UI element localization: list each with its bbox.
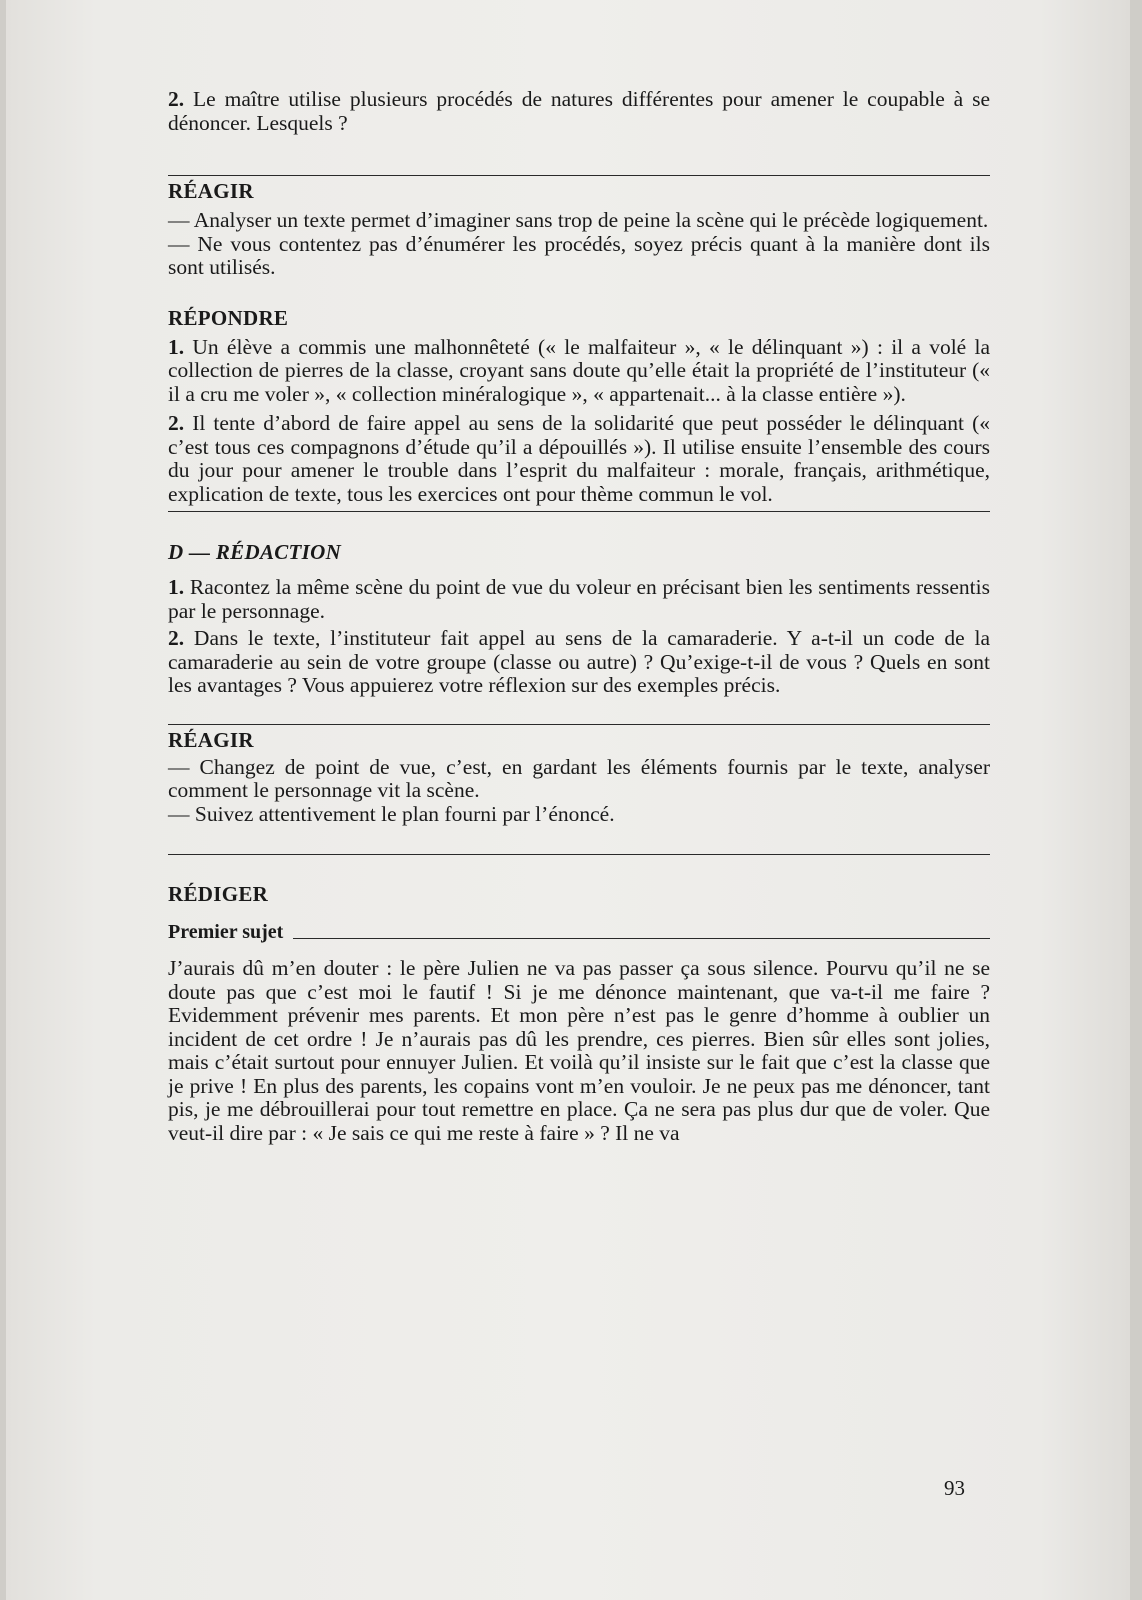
- question-2-text: Le maître utilise plusieurs procédés de natures différentes pour amener le coupable à se dénoncer. Lesquels ?: [168, 87, 991, 135]
- redaction-item-1-number: 1.: [168, 575, 185, 599]
- subtitle-rule: [293, 938, 990, 939]
- repondre-heading: RÉPONDRE: [168, 305, 289, 330]
- repondre-item-2: [168, 412, 990, 506]
- reagir-line-1: — Analyser un texte permet d’imaginer sans trop de peine la scène qui le précède logiquement.: [168, 208, 989, 232]
- divider-rule: [168, 854, 990, 855]
- rediger-text: J’aurais dû m’en douter : le père Julien ne va pas passer ça sous silence. Pourvu qu’il ne se doute pas que c’est moi le fautif ! Si je me dénonce maintenant, que va-t-il me faire ? Evidemment prévenir mes parents. Et mon père n’est pas le genre d’homme à oublier un incident de cet ordre ! Je n’aurais pas dû les prendre, ces pierres. Bien sûr elles sont jolies, mais c’était surtout pour ennuyer Julien. Et voilà qu’il insiste sur le fait que c’est la classe que je prive ! En plus des parents, les copains vont m’en vouloir. Je ne peux pas me dénoncer, tant pis, je me débrouillerai pour tout remettre en place. Ça ne sera pas plus dur que de voler. Que veut-il dire par : « Je sais ce qui me reste à faire » ? Il ne va: [168, 956, 990, 1145]
- rediger-heading: RÉDIGER: [168, 882, 269, 906]
- divider-rule: [168, 511, 990, 512]
- repondre-item-1: [168, 336, 990, 407]
- book-page: [6, 0, 1130, 1600]
- reagir-2-line-2: — Suivez attentivement le plan fourni par l’énoncé.: [168, 801, 615, 826]
- redaction-heading: D — RÉDACTION: [168, 540, 342, 564]
- reagir-2-line-1: — Changez de point de vue, c’est, en gardant les éléments fournis par le texte, analyser comment le personnage vit la scène.: [168, 754, 990, 802]
- reagir-heading-2: RÉAGIR: [168, 727, 254, 752]
- divider-rule: [168, 724, 990, 725]
- repondre-item-2-text: Il tente d’abord de faire appel au sens de la solidarité que peut posséder le délinquant (« c’est tous ces compagnons d’étude qu’il a dépouillés »). Il utilise ensuite l’ensemble des cours du jour pour amener le trouble dans l’esprit du malfaiteur : morale, français, arithmétique, explication de texte, tous les exercices ont pour thème commun le vol.: [168, 411, 990, 506]
- redaction-item-1-text: Racontez la même scène du point de vue du voleur en précisant bien les sentiments ressentis par le personnage.: [168, 575, 990, 623]
- redaction-item-1: [168, 576, 990, 623]
- repondre-item-1-text: Un élève a commis une malhonnêteté (« le malfaiteur », « le délinquant ») : il a volé la collection de pierres de la classe, croyant sans doute qu’elle était la propriété de l’instituteur (« il a cru me voler », « collection minéralogique », « appartenait... à la classe entière »).: [168, 334, 990, 406]
- divider-rule: [168, 175, 990, 176]
- redaction-item-2-text: Dans le texte, l’instituteur fait appel au sens de la camaraderie. Y a-t-il un code de la camaraderie au sein de votre groupe (classe ou autre) ? Qu’exige-t-il de vous ? Quels en sont les avantages ? Vous appuierez votre réflexion sur des exemples précis.: [168, 626, 991, 697]
- reagir-line-2: — Ne vous contentez pas d’énumérer les procédés, soyez précis quant à la manière dont ils sont utilisés.: [168, 231, 990, 279]
- page-number: 93: [944, 1476, 965, 1500]
- repondre-item-2-number: 2.: [168, 411, 185, 435]
- redaction-item-2-number: 2.: [168, 626, 185, 650]
- repondre-item-1-number: 1.: [168, 334, 185, 359]
- question-2-number: 2.: [168, 87, 185, 111]
- subtitle-row: [168, 920, 990, 944]
- reagir-heading: RÉAGIR: [168, 179, 254, 203]
- page-content: [168, 88, 990, 1145]
- question-2: [168, 88, 990, 135]
- redaction-item-2: [168, 627, 990, 698]
- premier-sujet-subtitle: Premier sujet: [168, 921, 284, 943]
